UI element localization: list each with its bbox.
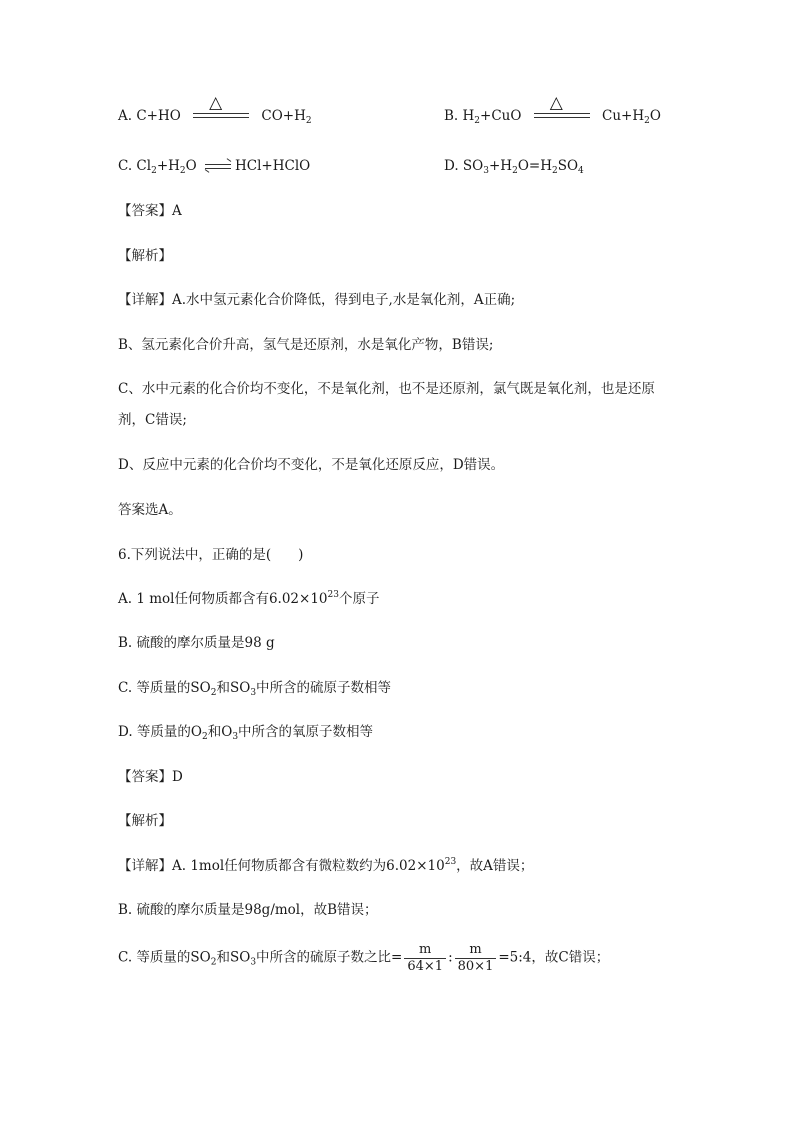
option-b-label: B. H <box>444 108 475 124</box>
q6-detail-c: C. 等质量的$SO_2$和$SO_3$中所含的硫原子数之比= $\frac{m}{64\times 1}$ : $\frac{m}{80\times 1}$ =5:4，故C错误； <box>118 942 610 974</box>
q6-option-b: B. 硫酸的摩尔质量是98 g <box>118 635 275 651</box>
q5-answer: 【答案】A <box>118 203 182 219</box>
q6-answer: 【答案】D <box>118 769 183 785</box>
q6-option-d: D. 等质量的$O_2$和$O_3$中所含的氧原子数相等 <box>118 724 374 742</box>
option-a-label: A. C+H <box>118 108 170 124</box>
heat-arrow-icon: △ <box>534 111 590 123</box>
q5-detail-c-line1: C、水中元素的化合价均不变化，不是氧化剂，也不是还原剂，氯气既是氧化剂，也是还原 <box>118 381 655 397</box>
option-d-equation: D. $SO_3+H_2O=H_2SO_4$ <box>444 158 584 176</box>
heat-arrow-icon: △ <box>193 111 249 123</box>
option-b-products: Cu+H <box>602 108 645 124</box>
q5-analysis-heading: 【解析】 <box>118 248 172 264</box>
q5-detail-d: D、反应中元素的化合价均不变化，不是氧化还原反应，D错误。 <box>118 457 505 473</box>
q6-option-a: A. 1 mol任何物质都含有$6.02\times 10^{23}$个原子 <box>118 590 380 607</box>
q6-stem: 6.下列说法中，正确的是( ) <box>118 547 304 563</box>
q5-detail-a: 【详解】A.水中氢元素化合价降低，得到电子,水是氧化剂，A正确; <box>118 292 516 308</box>
q6-detail-a: 【详解】A. 1mol任何物质都含有微粒数约为$6.02\times 10^{23}$，故A错误； <box>118 857 534 874</box>
option-c-products: HCl+HClO <box>235 158 311 174</box>
fraction-so3: $\frac{m}{80\times 1}$ <box>455 942 497 974</box>
option-a-products: CO+H <box>261 108 306 124</box>
option-d-label: D. SO <box>444 158 484 174</box>
reversible-arrow-icon <box>205 162 231 172</box>
option-b-equation: B. $H_2+CuO$ △ $Cu+H_2O$ <box>444 92 661 126</box>
option-a-equation: A. C+HO △ $CO+H_2$ <box>118 92 312 126</box>
option-c-equation: C. $Cl_2+H_2O$ HCl+HClO <box>118 158 311 176</box>
q6-option-c: C. 等质量的$SO_2$和$SO_3$中所含的硫原子数相等 <box>118 680 392 698</box>
q5-detail-b: B、氢元素化合价升高，氢气是还原剂，水是氧化产物，B错误; <box>118 337 494 353</box>
fraction-so2: $\frac{m}{64\times 1}$ <box>404 942 446 974</box>
q5-detail-c-line2: 剂，C错误; <box>118 412 187 428</box>
q5-conclusion: 答案选A。 <box>118 502 182 518</box>
q6-detail-b: B. 硫酸的摩尔质量是98g/mol，故B错误； <box>118 902 378 918</box>
option-c-label: C. Cl <box>118 158 152 174</box>
q6-analysis-heading: 【解析】 <box>118 813 172 829</box>
